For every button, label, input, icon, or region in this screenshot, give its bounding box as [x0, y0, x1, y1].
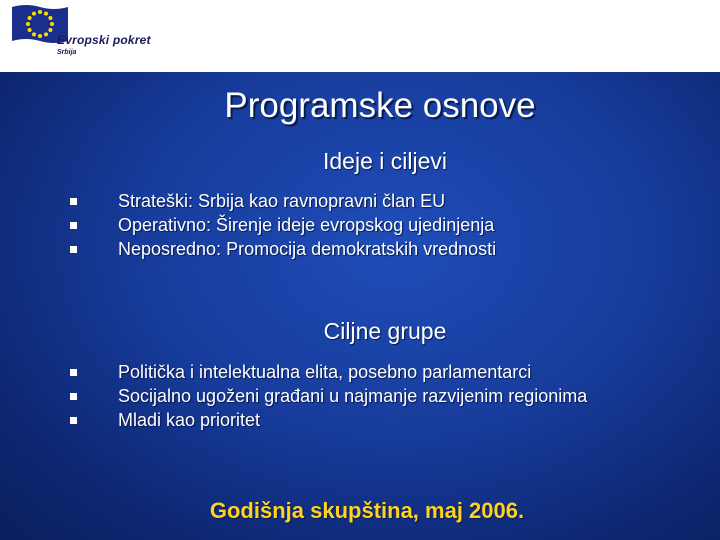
list-item: [0, 384, 720, 408]
header-band: [0, 0, 720, 72]
footer-note: Godišnja skupština, maj 2006.: [209, 498, 525, 523]
bullet-list-ciljne: [0, 360, 720, 432]
slide-title: Programske osnove: [224, 86, 536, 125]
list-item: [0, 213, 720, 237]
list-item-text: Socijalno ugoženi građani u najmanje razvijenim regionima: [118, 386, 588, 406]
square-bullet-icon: [70, 198, 77, 205]
square-bullet-icon: [70, 393, 77, 400]
list-item-text: Neposredno: Promocija demokratskih vrednosti: [118, 239, 497, 259]
list-item-text: Strateški: Srbija kao ravnopravni član EU: [118, 191, 446, 211]
list-item-text: Operativno: Širenje ideje evropskog ujedinjenja: [118, 215, 495, 235]
section-heading-ciljne: Ciljne grupe: [323, 318, 447, 344]
square-bullet-icon: [70, 222, 77, 229]
bullet-list-ideje: [0, 189, 720, 261]
list-item-text: Politička i intelektualna elita, posebno parlamentarci: [118, 362, 532, 382]
list-item: [0, 189, 720, 213]
square-bullet-icon: [70, 246, 77, 253]
logo-name: Evropski pokret: [57, 33, 151, 47]
square-bullet-icon: [70, 369, 77, 376]
list-item: [0, 237, 720, 261]
logo-subtitle: Srbija: [57, 49, 77, 56]
list-item-text: Mladi kao prioritet: [118, 410, 261, 430]
evropski-pokret-logo: [10, 3, 180, 69]
section-heading-ideje: Ideje i ciljevi: [323, 148, 447, 174]
square-bullet-icon: [70, 417, 77, 424]
list-item: [0, 408, 720, 432]
list-item: [0, 360, 720, 384]
